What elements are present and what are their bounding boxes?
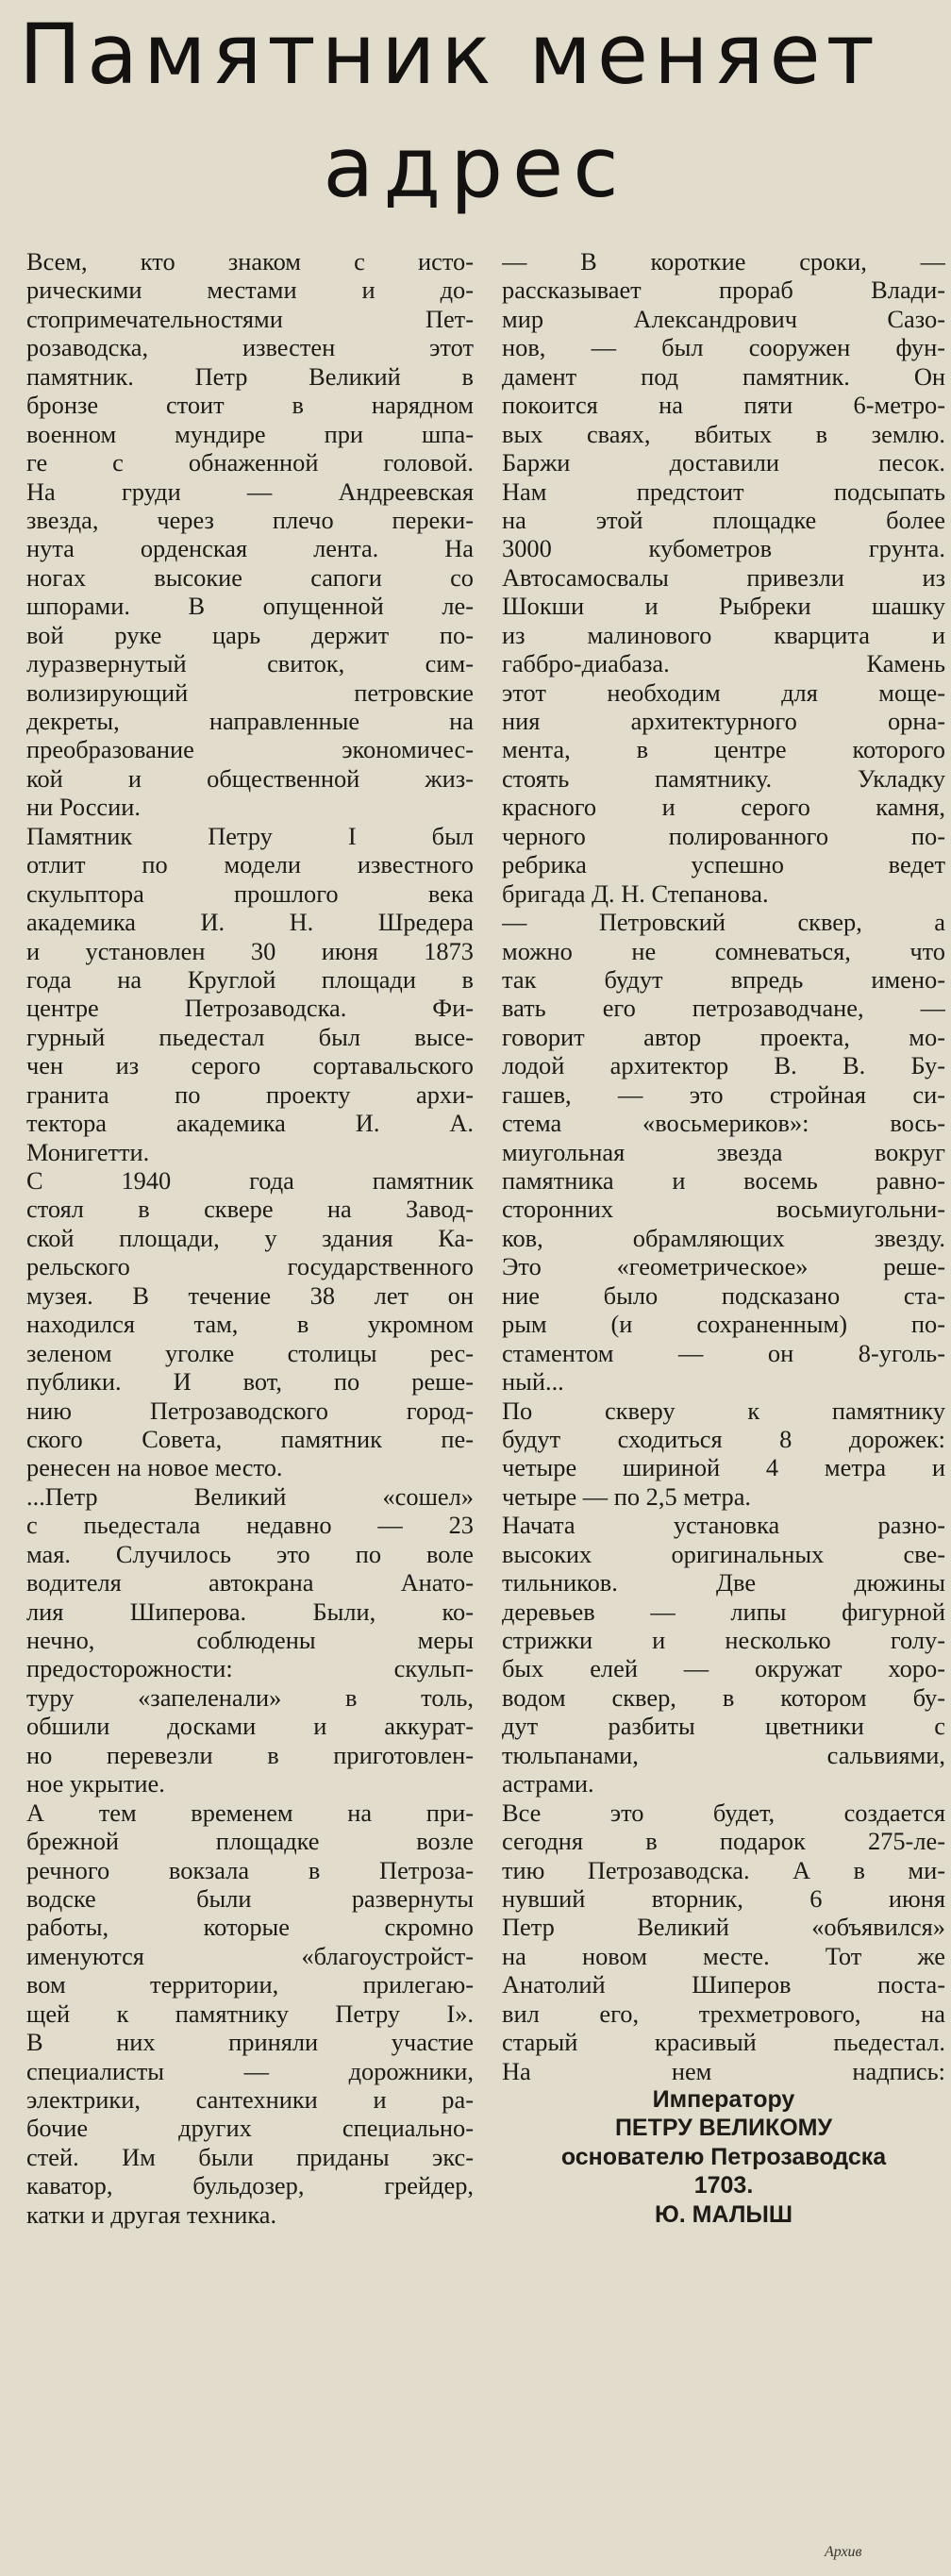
text-line: публики. И вот, по реше- (26, 1367, 474, 1397)
text-line: можно не сомневаться, что (502, 936, 945, 965)
text-line: розаводска, известен этот (26, 333, 474, 362)
text-line: бых елей — окружат хоро- (502, 1654, 945, 1683)
text-line: ского Совета, памятник пе- (26, 1424, 474, 1453)
text-line: туру «запеленали» в толь, (26, 1682, 474, 1712)
text-line: шпорами. В опущенной ле- (26, 592, 474, 621)
text-line: бронзе стоит в нарядном (26, 391, 474, 420)
text-line: гранита по проекту архи- (26, 1079, 474, 1109)
text-line: так будут впредь имено- (502, 964, 945, 994)
text-line: ние было подсказано ста- (502, 1280, 945, 1310)
text-line: тектора академика И. А. (26, 1109, 474, 1138)
text-line: Автосамосвалы привезли из (502, 562, 945, 592)
text-line: зеленом уголке столицы рес- (26, 1338, 474, 1367)
text-line: нов, — был сооружен фун- (502, 333, 945, 362)
text-line: гурный пьедестал был высе- (26, 1022, 474, 1051)
text-line: памятник. Петр Великий в (26, 361, 474, 391)
text-line: ный... (502, 1367, 564, 1397)
text-line: Это «геометрическое» реше- (502, 1252, 945, 1281)
text-line: С 1940 года памятник (26, 1166, 474, 1195)
text-line: По скверу к памятнику (502, 1396, 945, 1425)
text-line: предосторожности: скульп- (26, 1654, 474, 1683)
text-line: 3000 кубометров грунта. (502, 534, 945, 563)
headline-line-2: адрес (323, 119, 628, 216)
text-line: рассказывает прораб Влади- (502, 276, 945, 305)
text-line: красного и серого камня, (502, 793, 945, 822)
inscription-line: 1703. (693, 2172, 754, 2200)
text-line: вой руке царь держит по- (26, 620, 474, 649)
text-line: водске были развернуты (26, 1883, 474, 1913)
inscription-line: ПЕТРУ ВЕЛИКОМУ (614, 2115, 833, 2142)
text-line: стрижки и несколько голу- (502, 1626, 945, 1654)
headline-line-1: Памятник меняет (19, 6, 880, 103)
text-line: находился там, в укромном (26, 1310, 474, 1339)
text-line: водителя автокрана Анато- (26, 1568, 474, 1597)
text-line: рым (и сохраненным) по- (502, 1310, 945, 1339)
byline: Ю. МАЛЫШ (655, 2200, 792, 2228)
text-line: декреты, направленные на (26, 707, 474, 735)
text-line: Анатолий Шиперов поста- (502, 1970, 945, 1999)
text-line: электрики, сантехники и ра- (26, 2085, 474, 2114)
text-line: ни России. (26, 793, 141, 822)
text-line: рическими местами и до- (26, 276, 474, 305)
text-line: катки и другая техника. (26, 2200, 277, 2229)
text-line: стоял в сквере на Завод- (26, 1195, 474, 1224)
text-line: — Петровский сквер, а (502, 908, 945, 937)
text-line: четыре шириной 4 метра и (502, 1453, 945, 1482)
text-line: кой и общественной жиз- (26, 763, 474, 793)
text-line: луразвернутый свиток, сим- (26, 649, 474, 678)
text-line: нию Петрозаводского город- (26, 1396, 474, 1425)
text-line: скульптора прошлого века (26, 878, 474, 908)
text-line: памятника и восемь равно- (502, 1166, 945, 1195)
text-line: специалисты — дорожники, (26, 2056, 474, 2085)
inscription-line: Императору (652, 2086, 795, 2113)
text-line: Начата установка разно- (502, 1511, 945, 1540)
text-line: года на Круглой площади в (26, 964, 474, 994)
text-line: нечно, соблюдены меры (26, 1626, 474, 1654)
text-line: дамент под памятник. Он (502, 361, 945, 391)
text-line: Памятник Петру I был (26, 821, 474, 850)
text-line: из малинового кварцита и (502, 620, 945, 649)
text-line: волизирующий петровские (26, 677, 474, 707)
text-line: на этой площадке более (502, 505, 945, 534)
text-line: габбро-диабаза. Камень (502, 649, 945, 678)
article-left-column (26, 247, 474, 2229)
inscription-line: основателю Петрозаводска (560, 2143, 887, 2170)
text-line: и установлен 30 июня 1873 (26, 936, 474, 965)
text-line: ской площади, у здания Ка- (26, 1223, 474, 1252)
text-line: дут разбиты цветники с (502, 1712, 945, 1741)
text-line: А тем временем на при- (26, 1798, 474, 1827)
text-line: — В короткие сроки, — (502, 247, 945, 276)
text-line: речного вокзала в Петроза- (26, 1855, 474, 1884)
text-line: академика И. Н. Шредера (26, 908, 474, 937)
text-line: ...Петр Великий «сошел» (26, 1481, 474, 1511)
text-line: Петр Великий «объявился» (502, 1913, 945, 1942)
archive-watermark: Архив (825, 2544, 862, 2560)
text-line: четыре — по 2,5 метра. (502, 1481, 752, 1511)
text-line: сегодня в подарок 275-ле- (502, 1827, 945, 1856)
text-line: но перевезли в приготовлен- (26, 1740, 474, 1769)
text-line: ренесен на новое место. (26, 1453, 283, 1482)
text-line: В них приняли участие (26, 2028, 474, 2057)
text-line: Все это будет, создается (502, 1798, 945, 1827)
text-line: будут сходиться 8 дорожек: (502, 1424, 945, 1453)
text-line: с пьедестала недавно — 23 (26, 1511, 474, 1540)
text-line: покоится на пяти 6-метро- (502, 391, 945, 420)
text-line: ногах высокие сапоги со (26, 562, 474, 592)
text-line: астрами. (502, 1769, 594, 1798)
text-line: вать его петрозаводчане, — (502, 994, 945, 1023)
text-line: бочие других специально- (26, 2114, 474, 2143)
text-line: старый красивый пьедестал. (502, 2028, 945, 2057)
text-line: именуются «благоустройст- (26, 1941, 474, 1970)
text-line: стема «восьмериков»: вось- (502, 1109, 945, 1138)
article-right-column (502, 247, 945, 2229)
text-line: бригада Д. Н. Степанова. (502, 878, 769, 908)
text-line: Всем, кто знаком с исто- (26, 247, 474, 276)
text-line: рельского государственного (26, 1252, 474, 1281)
text-line: На груди — Андреевская (26, 477, 474, 506)
text-line: деревьев — липы фигурной (502, 1597, 945, 1626)
text-line: отлит по модели известного (26, 850, 474, 879)
text-line: ге с обнаженной головой. (26, 448, 474, 477)
text-line: Нам предстоит подсыпать (502, 477, 945, 506)
text-line: водом сквер, в котором бу- (502, 1682, 945, 1712)
text-line: вом территории, прилегаю- (26, 1970, 474, 1999)
text-line: музея. В течение 38 лет он (26, 1280, 474, 1310)
text-line: миугольная звезда вокруг (502, 1137, 945, 1166)
text-line: чен из серого сортавальского (26, 1051, 474, 1080)
text-line: центре Петрозаводска. Фи- (26, 994, 474, 1023)
text-line: лодой архитектор В. В. Бу- (502, 1051, 945, 1080)
text-line: брежной площадке возле (26, 1827, 474, 1856)
text-line: лия Шиперова. Были, ко- (26, 1597, 474, 1626)
text-line: звезда, через плечо переки- (26, 505, 474, 534)
text-line: нута орденская лента. На (26, 534, 474, 563)
text-line: гашев, — это стройная си- (502, 1079, 945, 1109)
text-line: стаментом — он 8-уголь- (502, 1338, 945, 1367)
text-line: каватор, бульдозер, грейдер, (26, 2171, 474, 2200)
text-line: ния архитектурного орна- (502, 707, 945, 735)
text-line: работы, которые скромно (26, 1913, 474, 1942)
text-line: этот необходим для моще- (502, 677, 945, 707)
text-line: стоять памятнику. Укладку (502, 763, 945, 793)
text-line: черного полированного по- (502, 821, 945, 850)
text-line: мир Александрович Сазо- (502, 304, 945, 333)
text-line: На нем надпись: (502, 2056, 945, 2085)
text-line: высоких оригинальных све- (502, 1539, 945, 1568)
text-line: вил его, трехметрового, на (502, 1999, 945, 2028)
text-line: обшили досками и аккурат- (26, 1712, 474, 1741)
text-line: Монигетти. (26, 1137, 150, 1166)
text-line: стопримечательностями Пет- (26, 304, 474, 333)
text-line: тильников. Две дюжины (502, 1568, 945, 1597)
text-line: тюльпанами, сальвиями, (502, 1740, 945, 1769)
text-line: на новом месте. Тот же (502, 1941, 945, 1970)
text-line: ное укрытие. (26, 1769, 165, 1798)
article-headline (0, 0, 951, 236)
text-line: стей. Им были приданы экс- (26, 2142, 474, 2171)
text-line: говорит автор проекта, мо- (502, 1022, 945, 1051)
text-line: ребрика успешно ведет (502, 850, 945, 879)
text-line: щей к памятнику Петру I». (26, 1999, 474, 2028)
text-line: мента, в центре которого (502, 735, 945, 764)
text-line: мая. Случилось это по воле (26, 1539, 474, 1568)
text-line: преобразование экономичес- (26, 735, 474, 764)
text-line: тию Петрозаводска. А в ми- (502, 1855, 945, 1884)
text-line: Баржи доставили песок. (502, 448, 945, 477)
text-line: военном мундире при шпа- (26, 419, 474, 448)
text-line: нувший вторник, 6 июня (502, 1883, 945, 1913)
text-line: ков, обрамляющих звезду. (502, 1223, 945, 1252)
text-line: сторонних восьмиугольни- (502, 1195, 945, 1224)
text-line: Шокши и Рыбреки шашку (502, 592, 945, 621)
text-line: вых сваях, вбитых в землю. (502, 419, 945, 448)
